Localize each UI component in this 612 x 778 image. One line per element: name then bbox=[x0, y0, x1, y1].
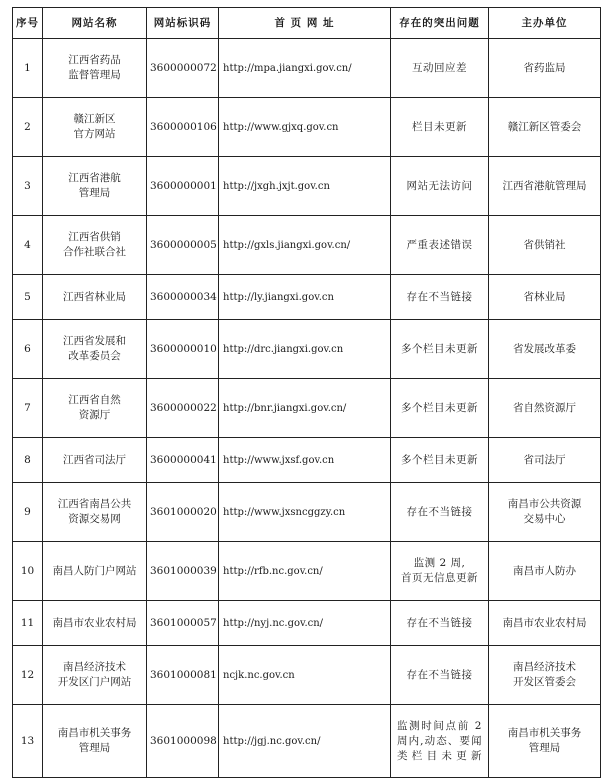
table-row bbox=[13, 39, 601, 98]
header-org: 主办单位 bbox=[489, 8, 601, 39]
cell-text-line: ncjk.nc.gov.cn bbox=[223, 669, 295, 681]
cell-seq bbox=[13, 216, 43, 275]
cell-issue bbox=[391, 216, 489, 275]
cell-text-line: 江西省南昌公共 bbox=[57, 498, 132, 510]
header-seq: 序号 bbox=[13, 8, 43, 39]
cell-text-line: 存在不当链接 bbox=[406, 290, 473, 303]
cell-text-line: 省自然资源厅 bbox=[513, 401, 576, 414]
cell-text-line: 管理局 bbox=[78, 742, 111, 754]
table-row bbox=[13, 438, 601, 483]
cell-organizer bbox=[489, 438, 601, 483]
cell-seq bbox=[13, 157, 43, 216]
cell-text-line: 4 bbox=[24, 238, 31, 251]
cell-text-line: 网站无法访问 bbox=[406, 179, 473, 192]
cell-text-line: 1 bbox=[24, 61, 31, 74]
cell-site-code bbox=[147, 275, 219, 320]
cell-text-line: 南昌市公共资源 bbox=[507, 498, 582, 510]
cell-text-line: 互动回应差 bbox=[412, 61, 467, 74]
cell-site-name bbox=[43, 157, 147, 216]
cell-site-code bbox=[147, 320, 219, 379]
cell-text-line: 9 bbox=[24, 505, 31, 518]
cell-site-name bbox=[43, 379, 147, 438]
cell-issue bbox=[391, 438, 489, 483]
cell-text-line: 多个栏目未更新 bbox=[401, 453, 478, 466]
cell-text-line: http://ly.jiangxi.gov.cn bbox=[223, 291, 334, 303]
cell-url bbox=[219, 705, 391, 778]
cell-site-code bbox=[147, 39, 219, 98]
cell-text-line: http://jxgh.jxjt.gov.cn bbox=[223, 180, 330, 192]
cell-site-name bbox=[43, 216, 147, 275]
cell-text-line: 3601000020 bbox=[150, 505, 217, 518]
table-row bbox=[13, 379, 601, 438]
cell-site-name bbox=[43, 320, 147, 379]
cell-text-line: http://gxls.jiangxi.gov.cn/ bbox=[223, 239, 351, 251]
table-row bbox=[13, 483, 601, 542]
cell-url bbox=[219, 379, 391, 438]
table-row bbox=[13, 98, 601, 157]
cell-text-line: http://mpa.jiangxi.gov.cn/ bbox=[223, 62, 352, 74]
cell-text-line: 省林业局 bbox=[523, 290, 566, 303]
table-row bbox=[13, 320, 601, 379]
cell-organizer bbox=[489, 275, 601, 320]
cell-text-line: 南昌经济技术 bbox=[513, 661, 576, 673]
cell-text-line: 省发展改革委 bbox=[513, 342, 576, 355]
cell-site-code bbox=[147, 438, 219, 483]
table-row bbox=[13, 646, 601, 705]
cell-seq bbox=[13, 379, 43, 438]
cell-text-line: 3600000005 bbox=[150, 238, 217, 251]
cell-text-line: http://rfb.nc.gov.cn/ bbox=[223, 565, 323, 577]
cell-organizer bbox=[489, 542, 601, 601]
cell-text-line: 存在不当链接 bbox=[406, 668, 473, 681]
cell-url bbox=[219, 438, 391, 483]
cell-text-line: http://drc.jiangxi.gov.cn bbox=[223, 343, 344, 355]
cell-text-line: 13 bbox=[20, 734, 35, 747]
cell-text-line: 3 bbox=[24, 179, 31, 192]
cell-text-line: 改革委员会 bbox=[68, 350, 121, 362]
cell-text-line: 江西省林业局 bbox=[63, 290, 126, 303]
cell-seq bbox=[13, 705, 43, 778]
cell-text-line: 10 bbox=[20, 564, 35, 577]
cell-text-line: 省供销社 bbox=[523, 238, 566, 251]
cell-organizer bbox=[489, 157, 601, 216]
cell-text-line: 存在不当链接 bbox=[406, 505, 473, 518]
cell-text-line: http://bnr.jiangxi.gov.cn/ bbox=[223, 402, 347, 414]
cell-site-name bbox=[43, 275, 147, 320]
cell-organizer bbox=[489, 39, 601, 98]
cell-url bbox=[219, 157, 391, 216]
cell-text-line: 3600000034 bbox=[150, 290, 217, 303]
cell-seq bbox=[13, 542, 43, 601]
cell-site-name bbox=[43, 438, 147, 483]
cell-text-line: 周内,动态、要闻 bbox=[397, 734, 482, 747]
cell-text-line: 3600000041 bbox=[150, 453, 217, 466]
cell-text-line: 6 bbox=[24, 342, 31, 355]
cell-text-line: http://www.gjxq.gov.cn bbox=[223, 121, 339, 133]
cell-organizer bbox=[489, 320, 601, 379]
cell-text-line: http://www.jxsncggzy.cn bbox=[223, 506, 346, 518]
cell-text-line: 南昌市机关事务 bbox=[507, 727, 582, 739]
cell-text-line: 12 bbox=[20, 668, 35, 681]
cell-text-line: 11 bbox=[20, 616, 35, 629]
cell-seq bbox=[13, 320, 43, 379]
cell-issue bbox=[391, 646, 489, 705]
cell-site-code bbox=[147, 542, 219, 601]
cell-site-code bbox=[147, 601, 219, 646]
cell-organizer bbox=[489, 705, 601, 778]
cell-text-line: 监测时间点前 2 bbox=[397, 719, 482, 732]
cell-seq bbox=[13, 601, 43, 646]
cell-text-line: 栏目未更新 bbox=[412, 120, 467, 133]
cell-text-line: 3600000022 bbox=[150, 401, 217, 414]
cell-seq bbox=[13, 98, 43, 157]
cell-seq bbox=[13, 39, 43, 98]
cell-issue bbox=[391, 705, 489, 778]
cell-text-line: 3601000039 bbox=[150, 564, 217, 577]
cell-text-line: 省司法厅 bbox=[523, 453, 566, 466]
cell-issue bbox=[391, 601, 489, 646]
cell-organizer bbox=[489, 98, 601, 157]
cell-issue bbox=[391, 320, 489, 379]
cell-text-line: 管理局 bbox=[528, 742, 561, 754]
cell-text-line: 严重表述错误 bbox=[406, 238, 473, 251]
cell-text-line: 江西省司法厅 bbox=[63, 453, 126, 466]
cell-seq bbox=[13, 438, 43, 483]
table-row bbox=[13, 157, 601, 216]
cell-text-line: 3600000106 bbox=[150, 120, 217, 133]
cell-issue bbox=[391, 39, 489, 98]
cell-url bbox=[219, 542, 391, 601]
cell-text-line: 省药监局 bbox=[523, 61, 566, 74]
table-row bbox=[13, 216, 601, 275]
cell-site-code bbox=[147, 705, 219, 778]
website-issues-table bbox=[12, 7, 601, 778]
cell-text-line: 江西省供销 bbox=[68, 231, 121, 243]
cell-text-line: 监测 2 周, bbox=[413, 557, 466, 569]
cell-organizer bbox=[489, 646, 601, 705]
cell-text-line: 南昌市机关事务 bbox=[57, 727, 132, 739]
cell-site-name bbox=[43, 646, 147, 705]
cell-text-line: 管理局 bbox=[78, 187, 111, 199]
cell-text-line: 多个栏目未更新 bbox=[401, 401, 478, 414]
cell-issue bbox=[391, 483, 489, 542]
cell-issue bbox=[391, 379, 489, 438]
header-url: 首 页 网 址 bbox=[219, 8, 391, 39]
cell-text-line: 开发区门户网站 bbox=[57, 676, 132, 688]
cell-site-code bbox=[147, 379, 219, 438]
table-row bbox=[13, 705, 601, 778]
cell-text-line: 资源厅 bbox=[78, 409, 111, 421]
cell-text-line: 监督管理局 bbox=[68, 69, 121, 81]
cell-issue bbox=[391, 157, 489, 216]
cell-text-line: 首页无信息更新 bbox=[401, 572, 478, 584]
cell-text-line: 5 bbox=[24, 290, 31, 303]
cell-site-name bbox=[43, 483, 147, 542]
table-row bbox=[13, 542, 601, 601]
cell-organizer bbox=[489, 216, 601, 275]
cell-issue bbox=[391, 542, 489, 601]
cell-organizer bbox=[489, 379, 601, 438]
cell-text-line: 南昌经济技术 bbox=[63, 661, 126, 673]
cell-site-name bbox=[43, 705, 147, 778]
cell-url bbox=[219, 483, 391, 542]
cell-site-code bbox=[147, 98, 219, 157]
cell-text-line: 资源交易网 bbox=[68, 513, 121, 525]
cell-text-line: 开发区管委会 bbox=[513, 676, 576, 688]
cell-text-line: 江西省自然 bbox=[68, 394, 121, 406]
cell-text-line: http://www.jxsf.gov.cn bbox=[223, 454, 335, 466]
cell-url bbox=[219, 39, 391, 98]
cell-text-line: 3600000010 bbox=[150, 342, 217, 355]
cell-text-line: 江西省港航管理局 bbox=[502, 179, 587, 192]
cell-text-line: 官方网站 bbox=[73, 128, 116, 140]
cell-text-line: 江西省药品 bbox=[68, 54, 121, 66]
cell-site-code bbox=[147, 216, 219, 275]
header-name: 网站名称 bbox=[43, 8, 147, 39]
cell-text-line: 合作社联合社 bbox=[63, 246, 126, 258]
cell-text-line: 8 bbox=[24, 453, 31, 466]
table-row bbox=[13, 601, 601, 646]
cell-text-line: 3601000057 bbox=[150, 616, 217, 629]
cell-text-line: 江西省发展和 bbox=[63, 335, 126, 347]
cell-site-name bbox=[43, 39, 147, 98]
table-row bbox=[13, 275, 601, 320]
cell-organizer bbox=[489, 483, 601, 542]
cell-text-line: 南昌市农业农村局 bbox=[502, 616, 587, 629]
cell-text-line: http://jgj.nc.gov.cn/ bbox=[223, 735, 321, 747]
cell-text-line: 3601000081 bbox=[150, 668, 217, 681]
header-row bbox=[13, 8, 601, 39]
cell-organizer bbox=[489, 601, 601, 646]
header-issue: 存在的突出问题 bbox=[391, 8, 489, 39]
cell-site-code bbox=[147, 646, 219, 705]
cell-text-line: 类栏目未更新 bbox=[397, 749, 482, 762]
cell-text-line: 存在不当链接 bbox=[406, 616, 473, 629]
cell-issue bbox=[391, 98, 489, 157]
cell-text-line: 交易中心 bbox=[523, 513, 566, 525]
cell-issue bbox=[391, 275, 489, 320]
cell-seq bbox=[13, 646, 43, 705]
header-code: 网站标识码 bbox=[147, 8, 219, 39]
cell-text-line: 南昌人防门户网站 bbox=[52, 564, 137, 577]
cell-text-line: 赣江新区管委会 bbox=[507, 120, 582, 133]
cell-text-line: 南昌市农业农村局 bbox=[52, 616, 137, 629]
cell-site-code bbox=[147, 157, 219, 216]
cell-site-code bbox=[147, 483, 219, 542]
cell-url bbox=[219, 98, 391, 157]
cell-site-name bbox=[43, 601, 147, 646]
cell-url bbox=[219, 646, 391, 705]
cell-url bbox=[219, 601, 391, 646]
cell-seq bbox=[13, 483, 43, 542]
cell-seq bbox=[13, 275, 43, 320]
cell-url bbox=[219, 216, 391, 275]
cell-text-line: 2 bbox=[24, 120, 31, 133]
cell-text-line: 7 bbox=[24, 401, 31, 414]
cell-site-name bbox=[43, 98, 147, 157]
cell-text-line: 3601000098 bbox=[150, 734, 217, 747]
cell-text-line: 赣江新区 bbox=[73, 113, 116, 125]
cell-site-name bbox=[43, 542, 147, 601]
cell-text-line: 南昌市人防办 bbox=[513, 564, 576, 577]
cell-text-line: 3600000072 bbox=[150, 61, 217, 74]
cell-url bbox=[219, 275, 391, 320]
cell-text-line: 3600000001 bbox=[150, 179, 217, 192]
cell-url bbox=[219, 320, 391, 379]
cell-text-line: http://nyj.nc.gov.cn/ bbox=[223, 617, 324, 629]
cell-text-line: 江西省港航 bbox=[68, 172, 121, 184]
cell-text-line: 多个栏目未更新 bbox=[401, 342, 478, 355]
